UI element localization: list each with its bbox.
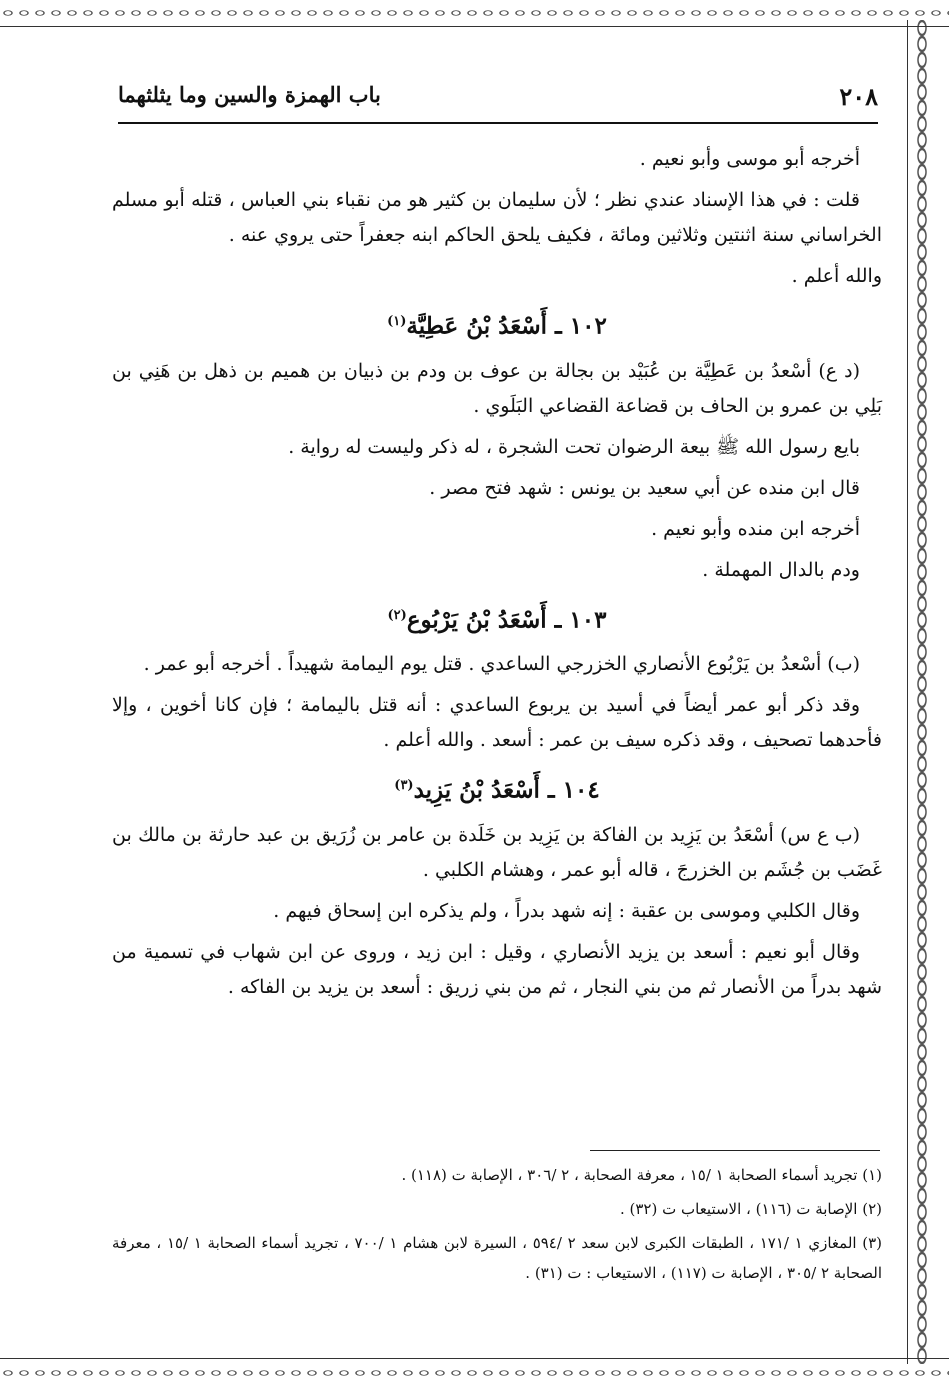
page-edge-line (0, 1358, 949, 1359)
footnotes (112, 1160, 882, 1292)
header-rule (118, 122, 878, 124)
paragraph: (ب) أسْعدُ بن يَرْبُوع الأنصاري الخزرجي الساعدي . قتل يوم اليمامة شهيداً . أخرجه أبو عمر . (143, 653, 860, 676)
footnote: (١) تجريد أسماء الصحابة ١ /١٥ ، معرفة الصحابة ، ٢ /٣٠٦ ، الإصابة ت (١١٨) . (401, 1166, 882, 1184)
footnote-ref: (٢) (387, 607, 407, 623)
paragraph: (د ع) أسْعدُ بن عَطِيَّة بن عُبَيْد بن بجالة بن عوف بن ودم بن ذبيان بن هميم بن ذهل بن هَنِي بن بَلِي بن عمرو بن الحاف بن قضاعة القضاعي البَلَوي . (112, 359, 882, 417)
entry-title-104 (112, 768, 882, 808)
paragraph: قلت : في هذا الإسناد عندي نظر ؛ لأن سليمان بن كثير هو من نقباء بني العباس ، قتله أبو مسلم الخراساني سنة اثنتين وثلاثين ومائة ، فكيف يلحق الحاكم ابنه جعفراً حتى يروي عنه . (112, 189, 882, 246)
footnote: (٣) المغازي ١ /١٧١ ، الطبقات الكبرى لابن سعد ٢ /٥٩٤ ، السيرة لابن هشام ١ /٧٠٠ ، تجريد أسماء الصحابة ١ /١٥ ، معرفة الصحابة ٢ /٣٠٥ ، الإصابة ت (١١٧) ، الاستيعاب : ت (٣١) . (112, 1234, 883, 1282)
decorative-border-top (0, 2, 949, 24)
footnote-ref: (١) (387, 314, 407, 329)
paragraph: أخرجه ابن منده وأبو نعيم . (651, 517, 860, 540)
paragraph: بايع رسول الله ﷺ بيعة الرضوان تحت الشجرة ، له ذكر وليست له رواية . (288, 435, 860, 458)
paragraph: وقال الكلبي وموسى بن عقبة : إنه شهد بدراً ، ولم يذكره ابن إسحاق فيهم . (273, 899, 860, 922)
entry-title-text: ١٠٣ ـ أَسْعَدُ بْنُ يَرْبُوع (406, 606, 607, 634)
footnote-ref: (٣) (394, 778, 414, 794)
decorative-border-bottom (0, 1362, 949, 1384)
page-number: ٢٠٨ (839, 82, 878, 111)
entry-title-text: ١٠٢ ـ أَسْعَدُ بْنُ عَطِيَّة (406, 312, 607, 340)
paragraph: ودم بالدال المهملة . (702, 558, 860, 581)
paragraph: وقد ذكر أبو عمر أيضاً في أسيد بن يربوع الساعدي : أنه قتل باليمامة ؛ فإن كانا أخوين ، وإلا فأحدهما تصحيف ، وقد ذكره سيف بن عمر : أسعد . والله أعلم . (112, 694, 882, 752)
paragraph: قال ابن منده عن أبي سعيد بن يونس : شهد فتح مصر . (429, 476, 860, 499)
paragraph: أخرجه أبو موسى وأبو نعيم . (639, 148, 860, 170)
paragraph: وقال أبو نعيم : أسعد بن يزيد الأنصاري ، وقيل : ابن زيد ، وروى عن ابن شهاب في تسمية من شهد بدراً من الأنصار ثم من بني النجار ، ثم من بني زريق : أسعد بن يزيد بن الفاكه . (112, 940, 882, 998)
running-head: باب الهمزة والسين وما يثلثهما (118, 82, 381, 107)
decorative-border-right (911, 20, 933, 1364)
main-text (112, 142, 882, 1011)
paragraph: والله أعلم . (791, 265, 882, 287)
page-header (118, 78, 878, 118)
page-edge-line (907, 20, 908, 1364)
paragraph: (ب ع س) أسْعَدُ بن يَزِيد بن الفاكة بن يَزِيد بن خَلَدة بن عامر بن زُرَيق بن عبد حارثة بن مالك بن غَضَب بن جُشَم بن الخزرجَ ، قاله أبو عمر ، وهشام الكلبي . (112, 823, 882, 881)
footnote-rule (590, 1150, 880, 1151)
entry-title-text: ١٠٤ ـ أَسْعَدُ بْنُ يَزِيد (413, 776, 600, 804)
page-edge-line (0, 26, 949, 27)
entry-title-103 (112, 598, 882, 638)
entry-title-102 (112, 304, 882, 344)
footnote: (٢) الإصابة ت (١١٦) ، الاستيعاب ت (٣٢) . (619, 1200, 882, 1218)
